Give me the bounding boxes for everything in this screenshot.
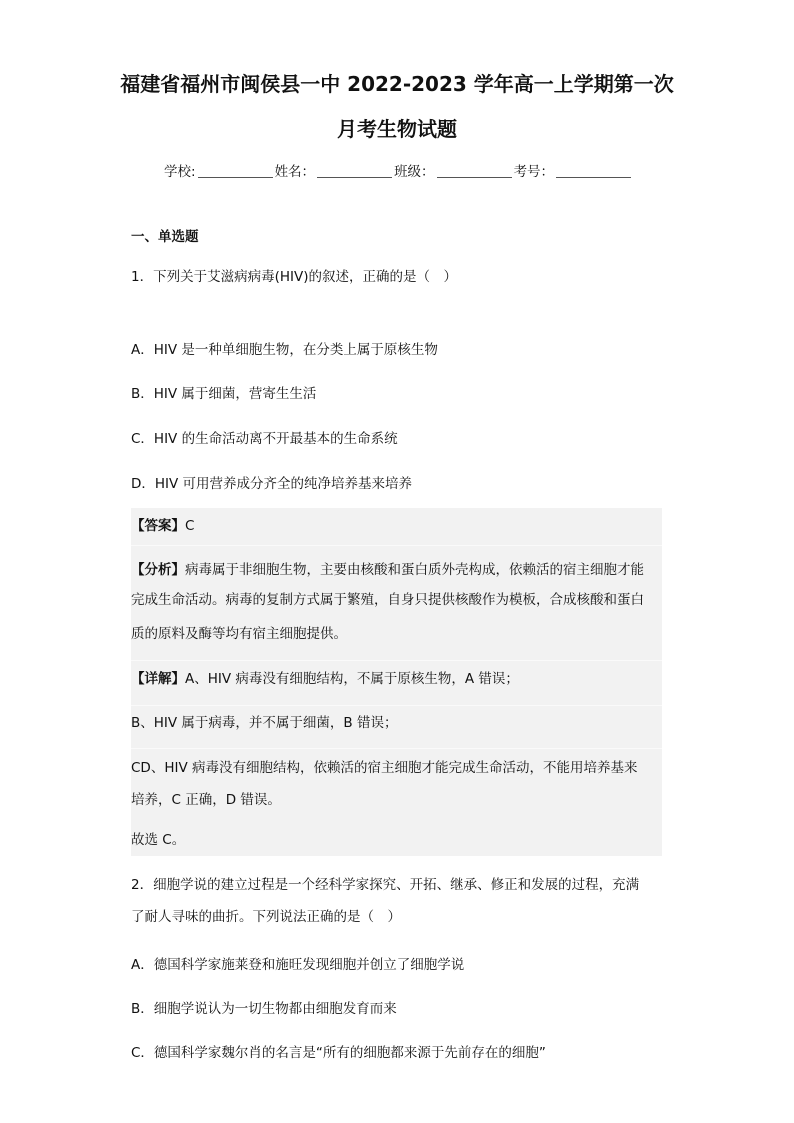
student-info — [164, 160, 633, 180]
detail-line: CD、HIV 病毒没有细胞结构，依赖活的宿主细胞才能完成生命活动，不能用培养基来 — [131, 760, 638, 776]
q2-option-b: B．细胞学说认为一切生物都由细胞发育而来 — [131, 1001, 397, 1017]
q2-stem: 2．细胞学说的建立过程是一个经科学家探究、开拓、继承、修正和发展的过程，充满 — [131, 877, 640, 893]
title-line-1: 福建省福州市闽侯县一中 2022-2023 学年高一上学期第一次 — [120, 72, 674, 96]
divider — [131, 705, 662, 706]
analysis-line — [131, 558, 644, 578]
q1-option-a: A．HIV 是一种单细胞生物，在分类上属于原核生物 — [131, 342, 438, 358]
detail-line — [131, 667, 519, 687]
q1-option-c: C．HIV 的生命活动离不开最基本的生命系统 — [131, 431, 398, 447]
answer — [131, 514, 194, 534]
analysis-text: 病毒属于非细胞生物，主要由核酸和蛋白质外壳构成，依赖活的宿主细胞才能 — [185, 562, 644, 578]
q2-option-a: A．德国科学家施莱登和施旺发现细胞并创立了细胞学说 — [131, 957, 465, 973]
q2-stem: 了耐人寻味的曲折。下列说法正确的是（ ） — [131, 909, 401, 925]
number-blank[interactable] — [556, 177, 631, 178]
title-line-2: 月考生物试题 — [337, 117, 457, 141]
analysis-line: 质的原料及酶等均有宿主细胞提供。 — [131, 626, 347, 642]
class-label: 班级： — [394, 164, 435, 180]
analysis-label: 【分析】 — [131, 562, 185, 578]
number-label: 考号： — [513, 164, 555, 180]
school-blank[interactable] — [198, 177, 273, 178]
answer-label: 【答案】 — [131, 518, 185, 534]
analysis-line: 完成生命活动。病毒的复制方式属于繁殖，自身只提供核酸作为模板，合成核酸和蛋白 — [131, 592, 644, 608]
name-blank[interactable] — [317, 177, 392, 178]
divider — [131, 545, 662, 546]
q1-stem: 1．下列关于艾滋病病毒(HIV)的叙述，正确的是（ ） — [131, 269, 457, 285]
divider — [131, 748, 662, 749]
detail-text: A、HIV 病毒没有细胞结构，不属于原核生物，A 错误； — [185, 671, 519, 687]
detail-line: 故选 C。 — [131, 832, 186, 848]
q1-option-b: B．HIV 属于细菌，营寄生生活 — [131, 386, 317, 402]
class-blank[interactable] — [437, 177, 512, 178]
divider — [131, 660, 662, 661]
detail-line: 培养，C 正确，D 错误。 — [131, 792, 281, 808]
detail-line: B、HIV 属于病毒，并不属于细菌，B 错误； — [131, 715, 398, 731]
answer-value: C — [185, 518, 195, 534]
name-label: 姓名： — [274, 164, 316, 180]
detail-label: 【详解】 — [131, 671, 185, 687]
section-heading: 一、单选题 — [131, 229, 199, 245]
school-label: 学校: — [164, 164, 196, 180]
q2-option-c: C．德国科学家魏尔肖的名言是“所有的细胞都来源于先前存在的细胞” — [131, 1045, 546, 1061]
q1-option-d: D．HIV 可用营养成分齐全的纯净培养基来培养 — [131, 476, 413, 492]
